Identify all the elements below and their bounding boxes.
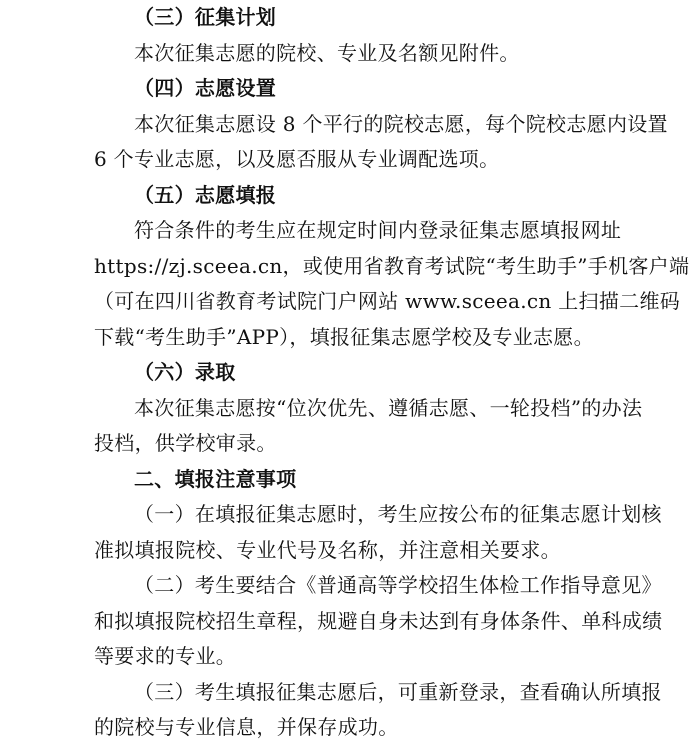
paragraph-line: 本次征集志愿的院校、专业及名额见附件。 (134, 40, 520, 65)
section-heading: （三）征集计划 (134, 5, 277, 29)
notes-heading: 二、填报注意事项 (134, 466, 297, 491)
paragraph-line: （二）考生要结合《普通高等学校招生体检工作指导意见》 (134, 573, 662, 597)
paragraph-line: 和拟填报院校招生章程，规避自身未达到有身体条件、单科成绩 (94, 608, 663, 633)
paragraph-line: 6 个专业志愿，以及愿否服从专业调配选项。 (94, 147, 500, 171)
paragraph-line: https://zj.sceea.cn，或使用省教育考试院“考生助手”手机客户端 (94, 253, 690, 278)
paragraph-line: 符合条件的考生应在规定时间内登录征集志愿填报网址 (134, 218, 622, 242)
section-plan (94, 0, 612, 71)
paragraph-line: 的院校与专业信息，并保存成功。 (94, 715, 399, 739)
paragraph-line: （可在四川省教育考试院门户网站 www.sceea.cn 上扫描二维码 (94, 289, 681, 313)
section-admission (94, 355, 643, 462)
section-settings (94, 71, 668, 178)
paragraph-line: 本次征集志愿按“位次优先、遵循志愿、一轮投档”的办法 (134, 395, 643, 420)
paragraph-line: 本次征集志愿设 8 个平行的院校志愿，每个院校志愿内设置 (134, 111, 668, 136)
paragraph-line: 等要求的专业。 (94, 644, 237, 668)
section-heading: （五）志愿填报 (134, 182, 277, 207)
paragraph-line: 准拟填报院校、专业代号及名称，并注意相关要求。 (94, 537, 561, 562)
paragraph-line: （三）考生填报征集志愿后，可重新登录，查看确认所填报 (134, 679, 662, 704)
notes-section (94, 462, 663, 746)
paragraph-line: 下载“考生助手”APP），填报征集志愿学校及专业志愿。 (94, 324, 594, 349)
section-heading: （六）录取 (134, 360, 236, 384)
note-item (94, 568, 663, 675)
note-item (94, 675, 662, 746)
note-item (94, 497, 662, 568)
paragraph-line: （一）在填报征集志愿时，考生应按公布的征集志愿计划核 (134, 502, 662, 526)
section-heading: （四）志愿设置 (134, 76, 277, 100)
section-application (94, 178, 690, 356)
paragraph-line: 投档，供学校审录。 (94, 431, 277, 455)
